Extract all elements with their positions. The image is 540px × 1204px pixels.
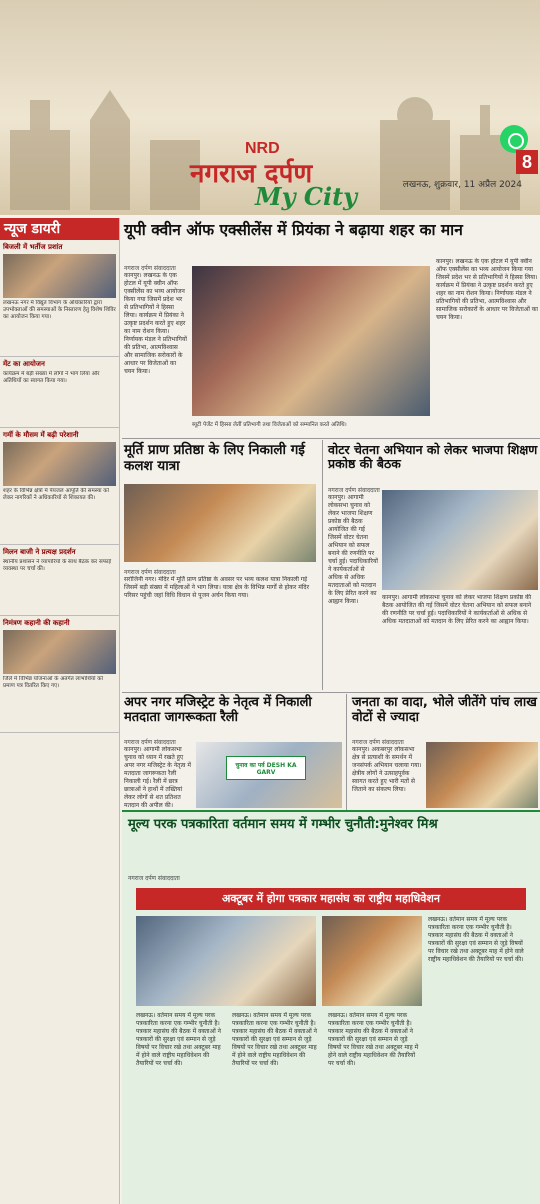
divider: [122, 692, 540, 693]
article-text: सरोजिनी नगर। मंदिर में मूर्ति प्राण प्रतिष्ठा के अवसर पर भव्य कलश यात्रा निकाली गई जिसमें बड़ी संख्या में महिलाओं ने भाग लिया। यात्रा क्षेत्र के विभिन्न मार्गों से होकर मंदिर परिसर पहुंची जहां विधि विधान से पूजन अर्चन किया गया।: [124, 576, 310, 599]
sidebar-heading: न्यूज डायरी: [0, 218, 119, 240]
sidebar-story: [0, 545, 119, 616]
sidebar-story-text: कार्यक्रम में बड़ी संख्या में लोगों ने भाग लिया और अतिथियों का स्वागत किया गया।: [3, 371, 100, 384]
photo-campaign: [426, 742, 538, 808]
sidebar-story-text: शहर के विभिन्न क्षेत्रों में पेयजल आपूर्ति की समस्या को लेकर नागरिकों ने अधिकारियों से शिकायत की।: [3, 488, 109, 501]
photo-press-meet-2: [322, 916, 422, 1006]
sidebar-story-title: गर्मी के मौसम में बढ़ी परेशानी: [3, 431, 79, 439]
divider: [322, 440, 323, 690]
logo-name: नगराज दर्पण: [190, 159, 313, 189]
byline: नगराज दर्पण संवाददाता: [124, 739, 176, 746]
byline: नगराज दर्पण संवाददाता: [352, 739, 404, 746]
sub-banner: अक्टूबर में होगा पत्रकार महासंघ का राष्ट्रीय महाधिवेशन: [136, 888, 526, 910]
sidebar-story: [0, 616, 119, 733]
divider: [122, 438, 540, 439]
article-text: कानपुर। आगामी लोकसभा चुनाव को लेकर भाजपा शिक्षण प्रकोष्ठ की बैठक आयोजित की गई जिसमें वोटर चेतना अभियान को सफल बनाने की रणनीति पर चर्चा हुई। पदाधिकारियों ने कार्यकर्ताओं से अधिक से अधिक मतदाताओं को मतदान के लिए प्रेरित करने का आह्वान किया।: [382, 594, 532, 625]
sidebar-story: [0, 240, 119, 357]
sidebar-story-title: बिजली में भर्तीज प्रशांत: [3, 243, 63, 251]
byline: नगराज दर्पण संवाददाता: [328, 487, 380, 494]
whatsapp-icon[interactable]: [500, 125, 528, 153]
headline: वोटर चेतना अभियान को लेकर भाजपा शिक्षण प्रकोष्ठ की बैठक: [328, 442, 538, 472]
headline: मूल्य परक पत्रकारिता वर्तमान समय में गम्भीर चुनौती:मुनेश्वर मिश्र: [128, 817, 438, 832]
photo-kalash-yatra: [124, 484, 316, 562]
main-content: [122, 218, 540, 1204]
photo-rally: [196, 742, 342, 808]
story-janta-ka-vada: [350, 694, 540, 810]
photo-caption: ब्यूटी पेजेंट में हिस्सा लेतीं प्रतिभागी तथा विजेताओं को सम्मानित करते अतिथि।: [192, 422, 347, 428]
byline: नगराज दर्पण संवाददाता: [124, 569, 176, 576]
story-value-journalism: [122, 810, 540, 1204]
byline: नगराज दर्पण संवाददाता: [128, 875, 180, 882]
headline: अपर नगर मजिस्ट्रेट के नेतृत्व में निकाली मतदाता जागरूकता रैली: [124, 695, 312, 725]
article-text: लखनऊ। वर्तमान समय में मूल्य परक पत्रकारिता करना एक गम्भीर चुनौती है। पत्रकार महासंघ की बैठक में वक्ताओं ने पत्रकारों की सुरक्षा एवं सम्मान से जुड़े विषयों पर विचार रखे तथा अक्टूबर माह में होने वाले राष्ट्रीय महाधिवेशन की तैयारियों पर चर्चा की।: [232, 1012, 317, 1067]
article-text: लखनऊ। वर्तमान समय में मूल्य परक पत्रकारिता करना एक गम्भीर चुनौती है। पत्रकार महासंघ की बैठक में वक्ताओं ने पत्रकारों की सुरक्षा एवं सम्मान से जुड़े विषयों पर विचार रखे तथा अक्टूबर माह में होने वाले राष्ट्रीय महाधिवेशन की तैयारियों पर चर्चा की।: [428, 916, 524, 963]
article-text: कानपुर। आगामी लोकसभा चुनाव को लेकर भाजपा शिक्षण प्रकोष्ठ की बैठक आयोजित की गई जिसमें वोटर चेतना अभियान को सफल बनाने की रणनीति पर चर्चा हुई। पदाधिकारियों ने कार्यकर्ताओं से अधिक से अधिक मतदाताओं को मतदान के लिए प्रेरित करने का आह्वान किया।: [328, 494, 378, 605]
photo-press-meet: [136, 916, 316, 1006]
sidebar-story-title: मेंट का आयोजन: [3, 360, 45, 368]
story-queen-of-excellence: [122, 218, 540, 438]
rally-banner: चुनाव का पर्व DESH KA GARV: [226, 756, 306, 780]
sidebar-story-text: स्थानीय प्रशासन ने व्यापारियों के साथ बैठक कर सफाई व्यवस्था पर चर्चा की।: [3, 559, 112, 572]
sidebar-story: [0, 428, 119, 545]
article-text: लखनऊ। वर्तमान समय में मूल्य परक पत्रकारिता करना एक गम्भीर चुनौती है। पत्रकार महासंघ की बैठक में वक्ताओं ने पत्रकारों की सुरक्षा एवं सम्मान से जुड़े विषयों पर विचार रखे तथा अक्टूबर माह में होने वाले राष्ट्रीय महाधिवेशन की तैयारियों पर चर्चा की।: [136, 1012, 221, 1067]
sidebar-photo: [3, 442, 116, 486]
story-kalash-yatra: [122, 440, 320, 690]
article-text: कानपुर। आगामी लोकसभा चुनाव को ध्यान में रखते हुए अपर नगर मजिस्ट्रेट के नेतृत्व में मतदाता जागरूकता रैली निकाली गई। रैली में छात्र छात्राओं ने हाथों में तख्तियां लेकर लोगों से शत प्रतिशत मतदान की अपील की।: [124, 746, 191, 808]
photo-meeting: [382, 490, 538, 590]
sidebar-story-text: जिले में विभिन्न योजनाओं के अंतर्गत लाभार्थियों को प्रमाण पत्र वितरित किए गए।: [3, 676, 103, 689]
sidebar-story-title: मिलन बाजी ने प्रत्यक्ष प्रदर्शन: [3, 548, 76, 556]
headline: जनता का वादा, भोले जीतेंगे पांच लाख वोटों से ज्यादा: [352, 695, 537, 725]
photo-pageant: [192, 266, 430, 416]
page-number: 8: [516, 150, 538, 174]
article-text: कानपुर। लखनऊ के एक होटल में यूपी क्वीन ऑफ एक्सीलेंस का भव्य आयोजन किया गया जिसमें प्रदेश भर से प्रतिभागियों ने हिस्सा लिया। कार्यक्रम में प्रियंका ने उत्कृष्ट प्रदर्शन करते हुए शहर का नाम रोशन किया। निर्णायक मंडल ने प्रतिभागियों की प्रतिभा, आत्मविश्वास और सामाजिक सरोकारों के आधार पर विजेताओं का चयन किया।: [124, 272, 187, 375]
byline: नगराज दर्पण संवाददाता: [124, 265, 176, 272]
date-line: लखनऊ, शुक्रवार, 11 अप्रैल 2024: [402, 180, 522, 190]
logo-city: My City: [255, 182, 358, 211]
sidebar-story: [0, 357, 119, 428]
article-text: कानपुर। लखनऊ के एक होटल में यूपी क्वीन ऑफ एक्सीलेंस का भव्य आयोजन किया गया जिसमें प्रदेश भर से प्रतिभागियों ने हिस्सा लिया। कार्यक्रम में प्रियंका ने उत्कृष्ट प्रदर्शन करते हुए शहर का नाम रोशन किया। निर्णायक मंडल ने प्रतिभागियों की प्रतिभा, आत्मविश्वास और सामाजिक सरोकारों के आधार पर विजेताओं का चयन किया।: [436, 258, 538, 321]
story-voter-chetna: [326, 440, 540, 690]
article-text: लखनऊ। वर्तमान समय में मूल्य परक पत्रकारिता करना एक गम्भीर चुनौती है। पत्रकार महासंघ की बैठक में वक्ताओं ने पत्रकारों की सुरक्षा एवं सम्मान से जुड़े विषयों पर विचार रखे तथा अक्टूबर माह में होने वाले राष्ट्रीय महाधिवेशन की तैयारियों पर चर्चा की।: [328, 1012, 419, 1067]
masthead: [0, 0, 540, 215]
news-diary-sidebar: [0, 218, 120, 1204]
logo-abbr: NRD: [245, 140, 280, 157]
divider: [346, 694, 347, 810]
logo: [190, 140, 360, 210]
sidebar-photo: [3, 630, 116, 674]
story-voter-awareness-rally: [122, 694, 344, 810]
headline: यूपी क्वीन ऑफ एक्सीलेंस में प्रियंका ने बढ़ाया शहर का मान: [124, 221, 463, 239]
sidebar-story-title: निमंत्रण कहानी की कहानी: [3, 619, 70, 627]
sidebar-photo: [3, 254, 116, 298]
headline: मूर्ति प्राण प्रतिष्ठा के लिए निकाली गई कलश यात्रा: [124, 442, 305, 474]
sidebar-story-text: लखनऊ नगर में विद्युत विभाग के अधिकारियों द्वारा उपभोक्ताओं की समस्याओं के निस्तारण हेतु विशेष शिविर का आयोजन किया गया।: [3, 300, 116, 320]
article-text: कानपुर। अकबरपुर लोकसभा क्षेत्र से प्रत्याशी के समर्थन में जनसंपर्क अभियान चलाया गया। क्षेत्रीय लोगों ने उत्साहपूर्वक स्वागत करते हुए भारी मतों से जिताने का संकल्प लिया।: [352, 746, 422, 793]
